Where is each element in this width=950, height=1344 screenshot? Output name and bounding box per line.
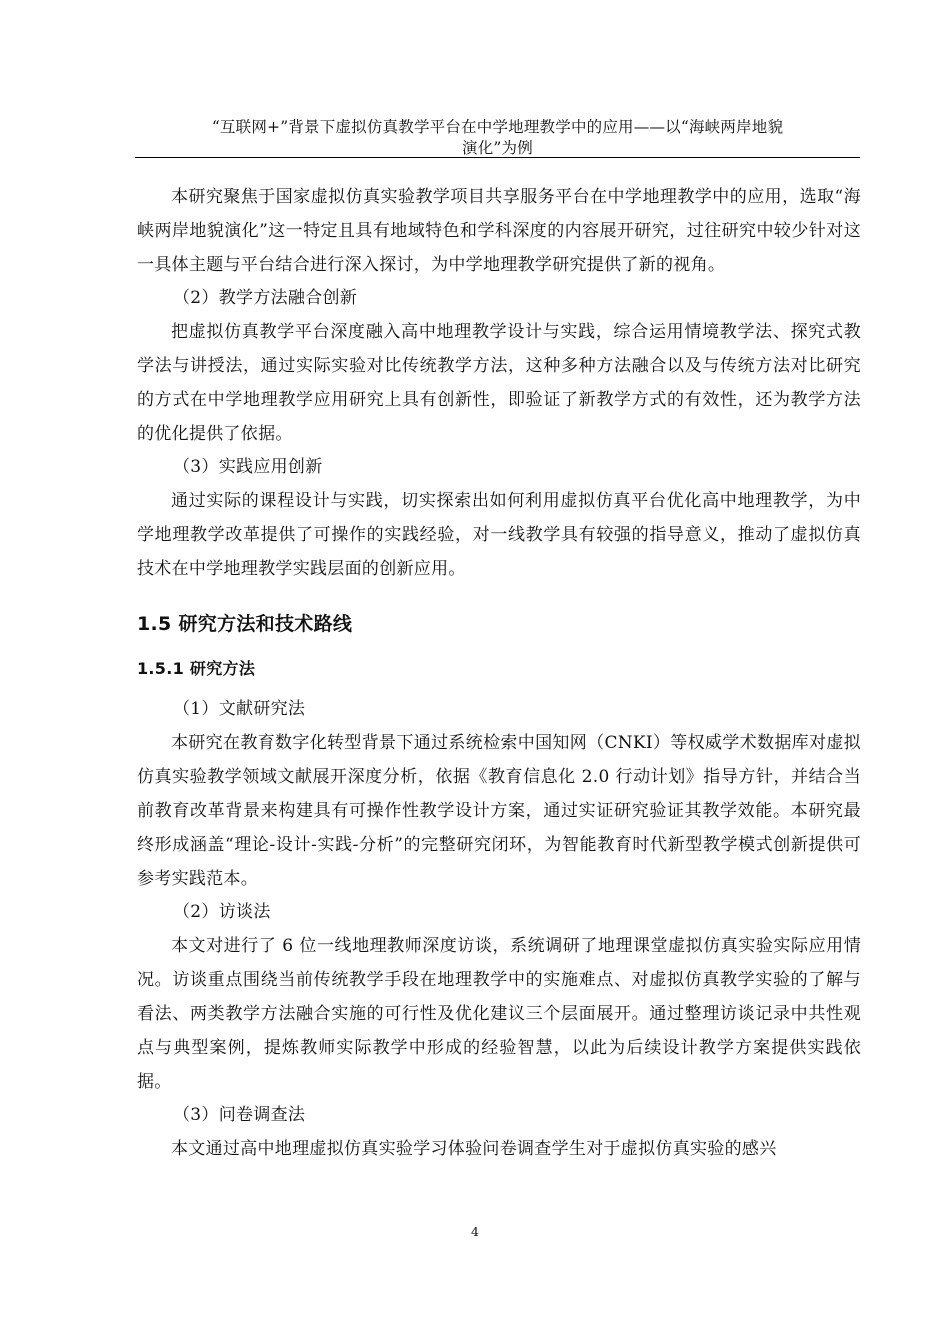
running-header-line-2: 演化”为例 <box>462 139 533 157</box>
subheading-questionnaire-method: （3）问卷调查法 <box>173 1105 306 1125</box>
paragraph-questionnaire-method: 本文通过高中地理虚拟仿真实验学习体验问卷调查学生对于虚拟仿真实验的感兴 <box>171 1139 777 1159</box>
page-number: 4 <box>471 1224 479 1239</box>
subheading-interview-method: （2）访谈法 <box>173 902 271 922</box>
running-header <box>135 117 860 159</box>
subheading-method-innovation: （2）教学方法融合创新 <box>173 288 358 308</box>
paragraph-literature-method: 本研究在教育数字化转型背景下通过系统检索中国知网（CNKI）等权威学术数据库对虚拟仿真实验教学领域文献展开深度分析，依据《教育信息化 2.0 行动计划》指导方针，并结合当前教育改革背景来构建具有可操作性教学设计方案，通过实证研究验证其教学效能。本研究最终形成涵盖“理论-设计-实践-分析”的完整研究闭环，为智能教育时代新型教学模式创新提供可参考实践范本。 <box>137 733 861 889</box>
paragraph-interview-method: 本文对进行了 6 位一线地理教师深度访谈，系统调研了地理课堂虚拟仿真实验实际应用情况。访谈重点围绕当前传统教学手段在地理教学中的实施难点、对虚拟仿真教学实验的了解与看法、两类教学方法融合实施的可行性及优化建议三个层面展开。通过整理访谈记录中共性观点与典型案例，提炼教师实际教学中形成的经验智慧，以此为后续设计教学方案提供实践依据。 <box>137 936 861 1092</box>
running-header-line-1: “互联网+”背景下虚拟仿真教学平台在中学地理教学中的应用——以“海峡两岸地貌 <box>211 118 784 136</box>
paragraph-method-innovation: 把虚拟仿真教学平台深度融入高中地理教学设计与实践，综合运用情境教学法、探究式教学法与讲授法，通过实际实验对比传统教学方法，这种多种方法融合以及与传统方法对比研究的方式在中学地理教学应用研究上具有创新性，即验证了新教学方式的有效性，还为教学方法的优化提供了依据。 <box>137 322 861 444</box>
section-heading-1-5-1: 1.5.1 研究方法 <box>137 659 256 678</box>
paragraph-practice-innovation: 通过实际的课程设计与实践，切实探索出如何利用虚拟仿真平台优化高中地理教学，为中学地理教学改革提供了可操作的实践经验，对一线教学具有较强的指导意义，推动了虚拟仿真技术在中学地理教学实践层面的创新应用。 <box>137 491 861 579</box>
paragraph-research-focus: 本研究聚焦于国家虚拟仿真实验教学项目共享服务平台在中学地理教学中的应用，选取“海峡两岸地貌演化”这一特定且具有地域特色和学科深度的内容展开研究，过往研究中较少针对这一具体主题与平台结合进行深入探讨，为中学地理教学研究提供了新的视角。 <box>137 187 861 275</box>
subheading-practice-innovation: （3）实践应用创新 <box>173 457 323 477</box>
subheading-literature-method: （1）文献研究法 <box>173 699 306 719</box>
page-body <box>137 180 861 1166</box>
section-heading-1-5: 1.5 研究方法和技术路线 <box>137 613 353 635</box>
header-divider <box>135 157 860 158</box>
